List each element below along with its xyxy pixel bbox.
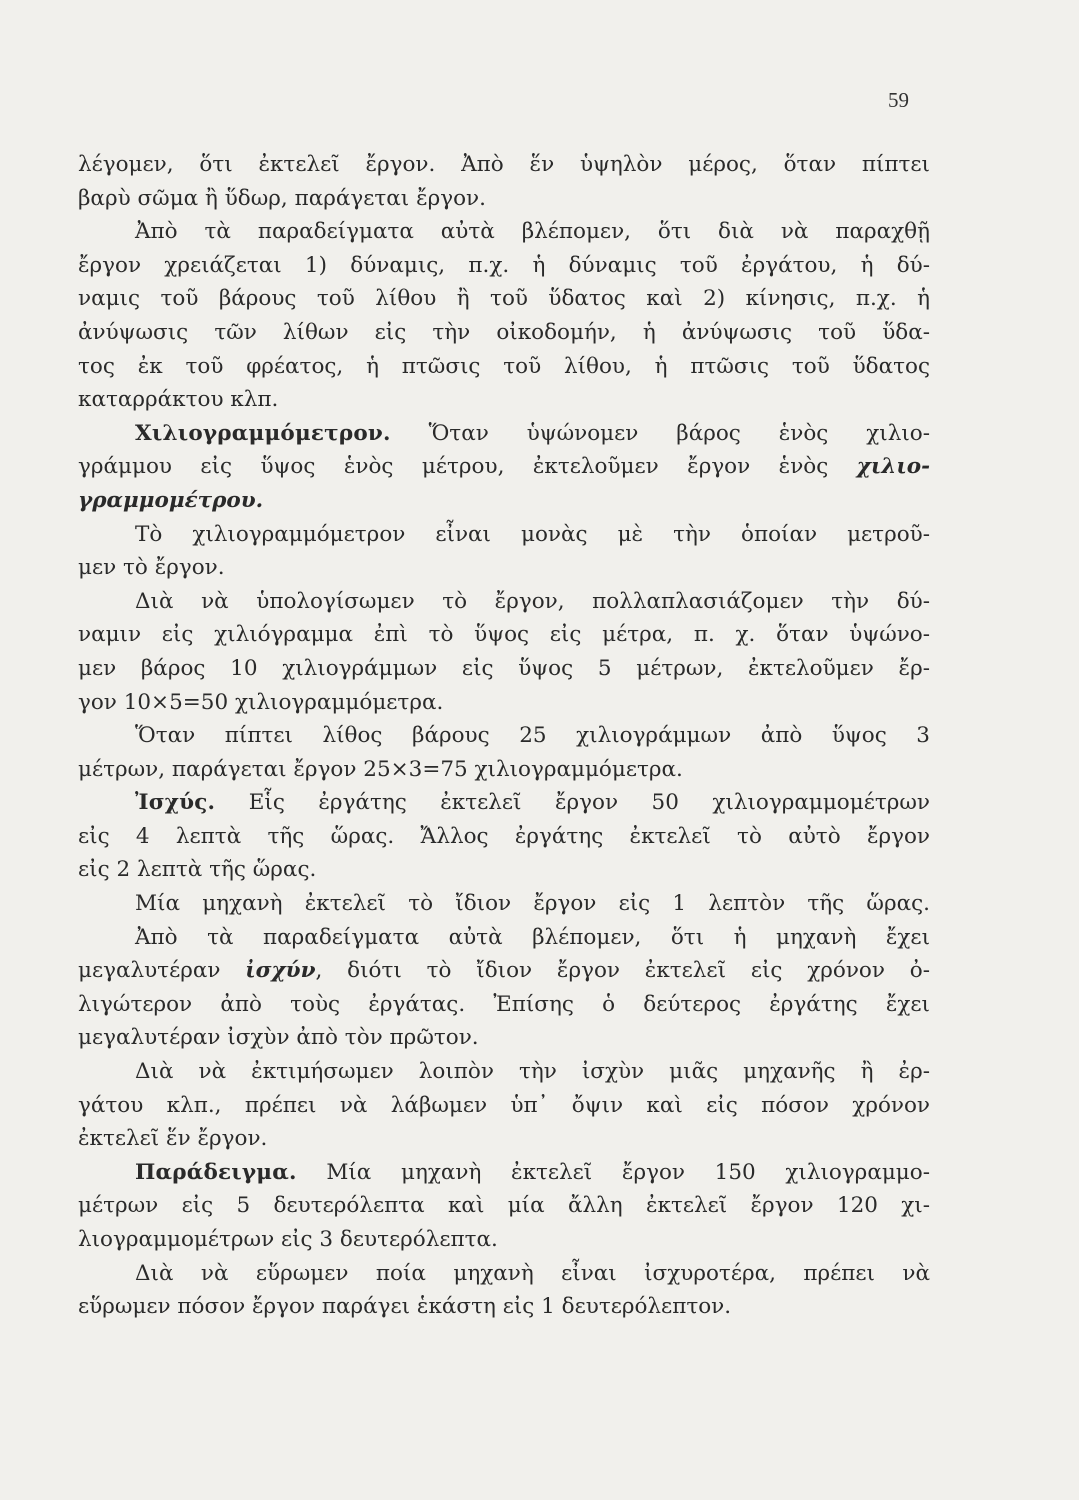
text-line: εὕρωμεν πόσον ἔργον παράγει ἑκάστη εἰς 1 δευτερόλεπτον.: [78, 1294, 732, 1320]
text-line: Διὰ νὰ ὑπολογίσωμεν τὸ ἔργον, πολλαπλασιάζομεν τὴν δύ-: [135, 588, 930, 614]
text-line: [78, 786, 930, 820]
text-span: γράμμου εἰς ὕψος ἑνὸς μέτρου, ἐκτελοῦμεν ἔργον ἑνὸς: [78, 454, 857, 480]
text-line: τος ἐκ τοῦ φρέατος, ἡ πτῶσις τοῦ λίθου, ἡ πτῶσις τοῦ ὕδατος: [78, 353, 930, 379]
text-line: λέγομεν, ὅτι ἐκτελεῖ ἔργον. Ἀπὸ ἕν ὑψηλὸν μέρος, ὅταν πίπτει: [78, 152, 930, 177]
text-line: λιγώτερον ἀπὸ τοὺς ἐργάτας. Ἐπίσης ὁ δεύτερος ἐργάτης ἔχει: [78, 991, 930, 1017]
text-line: Ἀπὸ τὰ παραδείγματα αὐτὰ βλέπομεν, ὅτι ἡ μηχανὴ ἔχει: [135, 924, 930, 950]
text-line: [78, 417, 930, 451]
text-line: ἀνύψωσις τῶν λίθων εἰς τὴν οἰκοδομήν, ἡ ἀνύψωσις τοῦ ὕδα-: [78, 319, 930, 345]
text-line: Τὸ χιλιογραμμόμετρον εἶναι μονὰς μὲ τὴν ὁποίαν μετροῦ-: [135, 521, 930, 547]
text-line: βαρὺ σῶμα ἢ ὕδωρ, παράγεται ἔργον.: [78, 185, 486, 211]
page-number: 59: [888, 88, 909, 112]
text-line: καταρράκτου κλπ.: [78, 387, 279, 413]
section-heading: Χιλιογραμμόμετρον.: [135, 420, 391, 446]
text-line: [78, 450, 930, 484]
emphasis-text: γραμμομέτρου.: [78, 487, 264, 513]
text-line: [78, 1156, 930, 1190]
text-line: ἔργον χρειάζεται 1) δύναμις, π.χ. ἡ δύναμις τοῦ ἐργάτου, ἡ δύ-: [78, 252, 930, 278]
text-line: μέτρων εἰς 5 δευτερόλεπτα καὶ μία ἄλλη ἐκτελεῖ ἔργον 120 χι-: [78, 1193, 930, 1219]
text-line: γάτου κλπ., πρέπει νὰ λάβωμεν ὑπ᾽ ὄψιν καὶ εἰς πόσον χρόνον: [78, 1092, 930, 1118]
body-text: [78, 148, 930, 1324]
text-line: [78, 954, 930, 988]
text-line: μεγαλυτέραν ἰσχὺν ἀπὸ τὸν πρῶτον.: [78, 1025, 479, 1051]
section-heading: Παράδειγμα.: [135, 1159, 297, 1185]
text-line: γον 10×5=50 χιλιογραμμόμετρα.: [78, 689, 444, 715]
text-span: Ὅταν ὑψώνομεν βάρος ἑνὸς χιλιο-: [390, 420, 930, 446]
section-heading: Ἰσχύς.: [135, 790, 216, 816]
text-line: Ἀπὸ τὰ παραδείγματα αὐτὰ βλέπομεν, ὅτι διὰ νὰ παραχθῇ: [135, 219, 930, 245]
text-line: λιογραμμομέτρων εἰς 3 δευτερόλεπτα.: [78, 1227, 498, 1252]
emphasis-text: χιλιο-: [856, 454, 930, 480]
text-line: μεν βάρος 10 χιλιογράμμων εἰς ὕψος 5 μέτρων, ἐκτελοῦμεν ἔρ-: [78, 655, 930, 681]
text-line: Ὅταν πίπτει λίθος βάρους 25 χιλιογράμμων ἀπὸ ὕψος 3: [135, 723, 930, 749]
text-line: [78, 484, 930, 518]
emphasis-text: ἰσχύν: [245, 958, 316, 984]
text-line: Μία μηχανὴ ἐκτελεῖ τὸ ἴδιον ἔργον εἰς 1 λεπτὸν τῆς ὥρας.: [135, 891, 930, 917]
text-line: ναμις τοῦ βάρους τοῦ λίθου ἢ τοῦ ὕδατος καὶ 2) κίνησις, π.χ. ἡ: [78, 286, 930, 312]
text-line: εἰς 4 λεπτὰ τῆς ὥρας. Ἄλλος ἐργάτης ἐκτελεῖ τὸ αὐτὸ ἔργον: [78, 823, 930, 849]
text-line: μεν τὸ ἔργον.: [78, 555, 225, 581]
text-span: Μία μηχανὴ ἐκτελεῖ ἔργον 150 χιλιογραμμο-: [296, 1159, 930, 1185]
text-span: μεγαλυτέραν: [78, 958, 246, 984]
text-span: , διότι τὸ ἴδιον ἔργον ἐκτελεῖ εἰς χρόνον ὀ-: [315, 958, 930, 984]
text-span: Εἷς ἐργάτης ἐκτελεῖ ἔργον 50 χιλιογραμμομέτρων: [215, 790, 930, 816]
text-line: ἐκτελεῖ ἕν ἔργον.: [78, 1126, 268, 1152]
text-line: Διὰ νὰ ἐκτιμήσωμεν λοιπὸν τὴν ἰσχὺν μιᾶς μηχανῆς ἢ ἐρ-: [135, 1059, 930, 1085]
text-line: Διὰ νὰ εὕρωμεν ποία μηχανὴ εἶναι ἰσχυροτέρα, πρέπει νὰ: [135, 1260, 930, 1286]
text-line: ναμιν εἰς χιλιόγραμμα ἐπὶ τὸ ὕψος εἰς μέτρα, π. χ. ὅταν ὑψώνο-: [78, 622, 930, 648]
text-line: μέτρων, παράγεται ἔργον 25×3=75 χιλιογραμμόμετρα.: [78, 756, 683, 782]
text-line: εἰς 2 λεπτὰ τῆς ὥρας.: [78, 857, 317, 883]
